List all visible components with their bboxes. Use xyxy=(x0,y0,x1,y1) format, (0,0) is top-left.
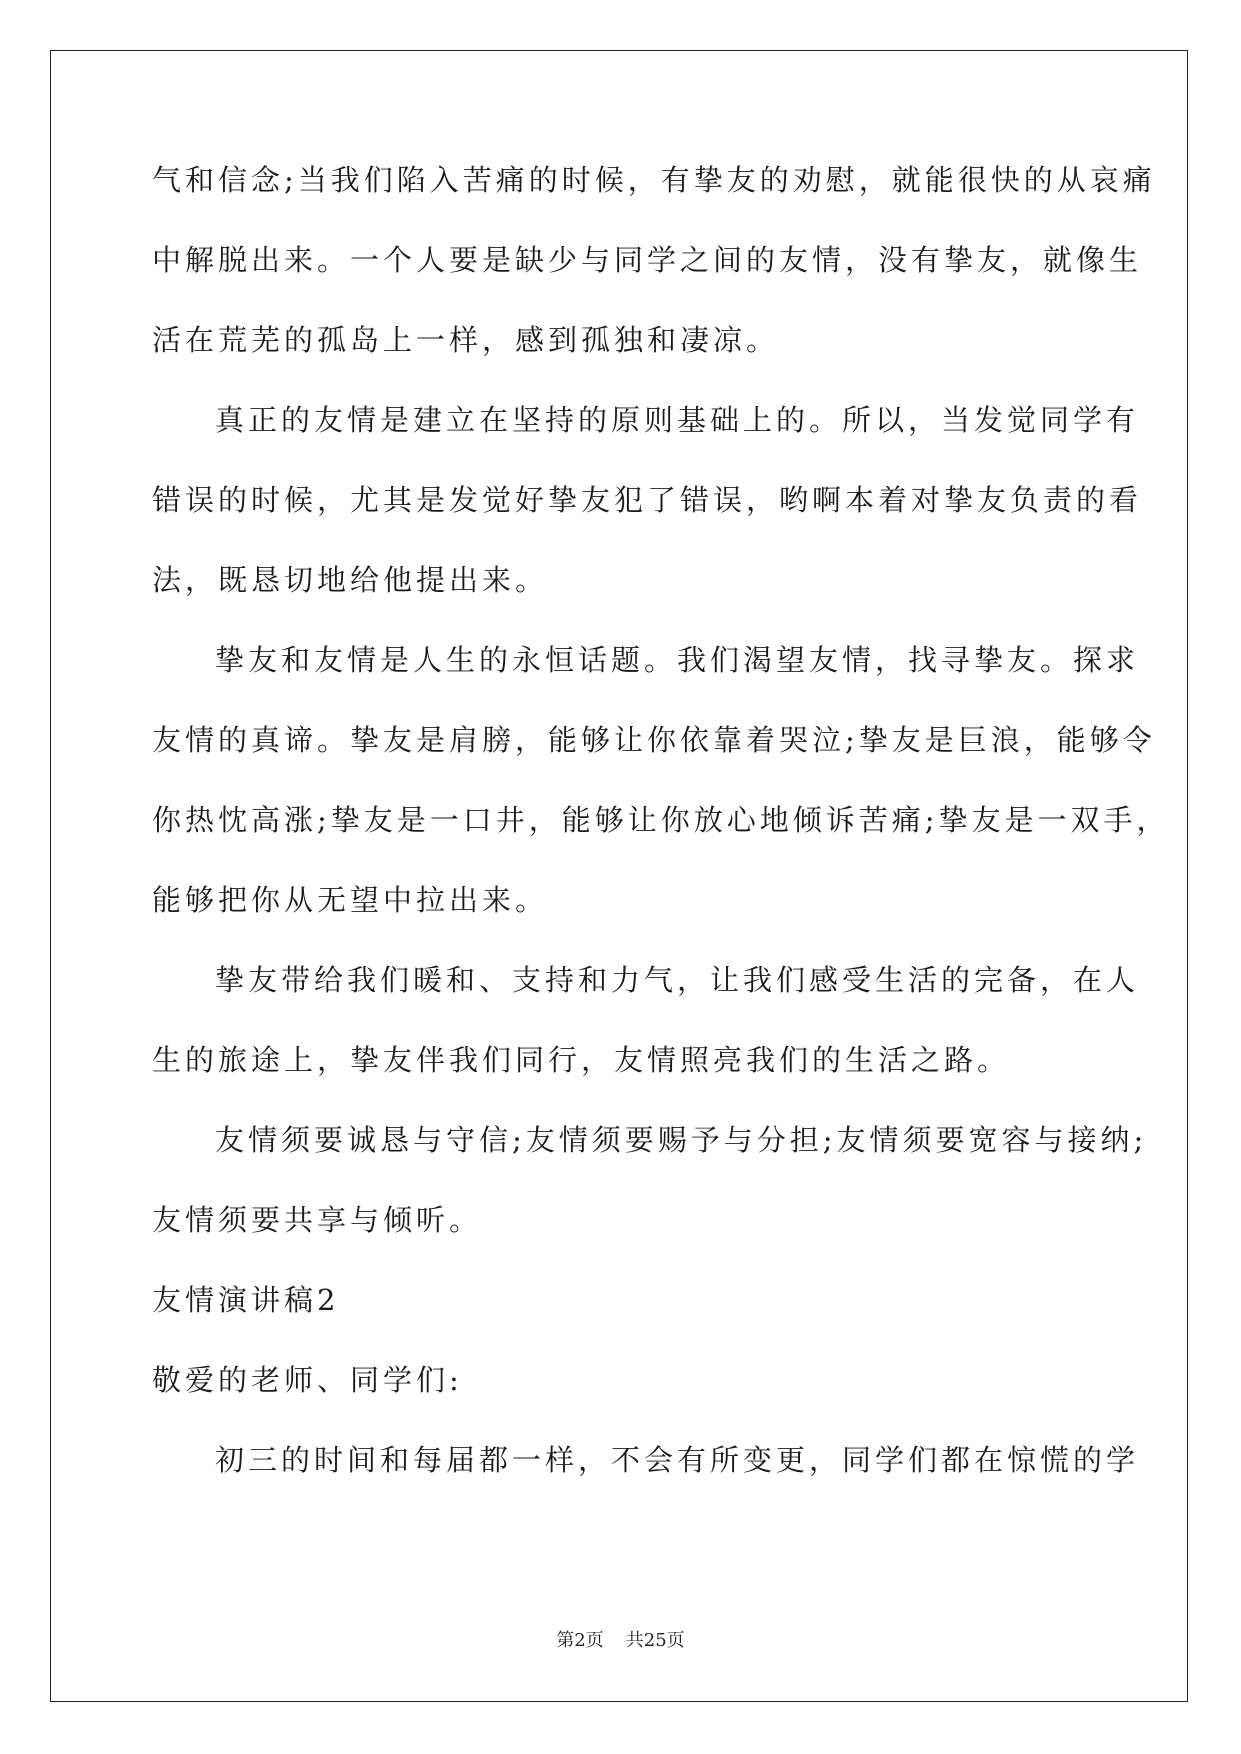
text-line: 错误的时候，尤其是发觉好挚友犯了错误，哟啊本着对挚友负责的看 xyxy=(152,483,1143,517)
page-footer xyxy=(0,1626,1241,1652)
section-heading: 友情演讲稿2 xyxy=(152,1283,340,1317)
paragraph-start: 挚友和友情是人生的永恒话题。我们渴望友情，找寻挚友。探求 xyxy=(215,643,1140,677)
page-number: 第2页 xyxy=(556,1630,604,1651)
page-total: 共25页 xyxy=(625,1630,685,1651)
text-line: 友情的真谛。挚友是肩膀，能够让你依靠着哭泣;挚友是巨浪，能够令 xyxy=(152,723,1156,757)
salutation: 敬爱的老师、同学们: xyxy=(152,1363,463,1397)
paragraph-start: 初三的时间和每届都一样，不会有所变更，同学们都在惊慌的学 xyxy=(215,1443,1140,1477)
text-line: 友情须要共享与倾听。 xyxy=(152,1203,483,1237)
paragraph-start: 友情须要诚恳与守信;友情须要赐予与分担;友情须要宽容与接纳; xyxy=(215,1123,1148,1157)
text-line: 法，既恳切地给他提出来。 xyxy=(152,563,549,597)
text-line: 活在荒芜的孤岛上一样，感到孤独和凄凉。 xyxy=(152,323,780,357)
text-line: 中解脱出来。一个人要是缺少与同学之间的友情，没有挚友，就像生 xyxy=(152,243,1143,277)
paragraph-start: 真正的友情是建立在坚持的原则基础上的。所以，当发觉同学有 xyxy=(215,403,1140,437)
paragraph-start: 挚友带给我们暖和、支持和力气，让我们感受生活的完备，在人 xyxy=(215,963,1140,997)
text-line: 生的旅途上，挚友伴我们同行，友情照亮我们的生活之路。 xyxy=(152,1043,1011,1077)
text-line: 能够把你从无望中拉出来。 xyxy=(152,883,549,917)
text-line: 你热忱高涨;挚友是一口井，能够让你放心地倾诉苦痛;挚友是一双手， xyxy=(152,803,1170,837)
document-body xyxy=(152,160,1170,1520)
text-line: 气和信念;当我们陷入苦痛的时候，有挚友的劝慰，就能很快的从哀痛 xyxy=(152,163,1156,197)
